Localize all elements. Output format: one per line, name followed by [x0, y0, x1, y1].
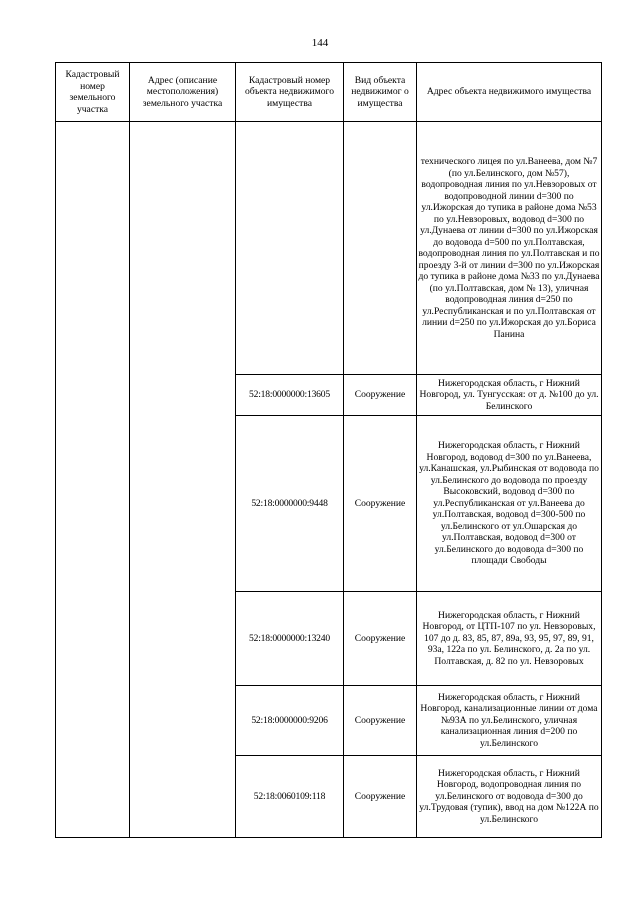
land-cadastral-cell	[56, 122, 130, 838]
object-type-cell: Сооружение	[344, 756, 417, 838]
object-type-cell: Сооружение	[344, 592, 417, 686]
page-number: 144	[311, 37, 329, 49]
object-cadastral-cell: 52:18:0060109:118	[236, 756, 344, 838]
object-cadastral-cell	[236, 122, 344, 375]
header-row	[56, 63, 602, 122]
header-land-cadastral-number: Кадастровый номер земельного участка	[56, 63, 130, 122]
object-address-cell: Нижегородская область, г Нижний Новгород, канализационные линии от дома №93А по ул.Белинского, уличная канализационная линия d=200 по ул.Белинского	[417, 686, 602, 756]
object-address-cell: Нижегородская область, г Нижний Новгород, водопроводная линия по ул.Белинского от водовода d=300 до ул.Трудовая (тупик), ввод на дом №122А по ул.Белинского	[417, 756, 602, 838]
object-cadastral-cell: 52:18:0000000:13240	[236, 592, 344, 686]
object-address-cell: Нижегородская область, г Нижний Новгород, ул. Тунгусская: от д. №100 до ул. Белинского	[417, 375, 602, 416]
header-land-address: Адрес (описание местоположения) земельного участка	[130, 63, 236, 122]
registry-table	[55, 62, 602, 838]
object-cadastral-cell: 52:18:0000000:13605	[236, 375, 344, 416]
object-address-cell: Нижегородская область, г Нижний Новгород, водовод d=300 по ул.Ванеева, ул.Канашская, ул.Рыбинская от водовода по ул.Белинского до водовода по проезду Высоковский, водовод d=300 по ул.Республиканская от ул.Ванеева до ул.Полтавская, водовод d=300-500 по ул.Белинского от ул.Ошарская до ул.Полтавская, водовод d=300 от ул.Белинского до водовода d=300 по площади Свободы	[417, 416, 602, 592]
header-object-type: Вид объекта недвижимог о имущества	[344, 63, 417, 122]
object-address-cell: технического лицея по ул.Ванеева, дом №7 (по ул.Белинского, дом №57), водопроводная линия по ул.Невзоровых от водопроводной линии d=300 по ул.Ижорская до тупика в районе дома №53 по ул.Невзоровых, водовод d=300 по ул.Дунаева от линии d=300 по ул.Ижорская до водовода d=500 по ул.Полтавская, водопроводная линия по ул.Полтавская и по проезду 3-й от линии d=300 по ул.Ижорская до тупика в районе дома №33 по ул.Дунаева (по ул.Полтавская, дом № 13), уличная водопроводная линия d=250 по ул.Республиканская и по ул.Полтавская от линии d=250 по ул.Ижорская до ул.Бориса Панина	[417, 122, 602, 375]
object-type-cell: Сооружение	[344, 416, 417, 592]
object-address-cell: Нижегородская область, г Нижний Новгород, от ЦТП-107 по ул. Невзоровых, 107 до д. 83, 85, 87, 89а, 93, 95, 97, 89, 91, 93а, 122а по ул. Белинского, д. 2а по ул. Полтавская, д. 82 по ул. Невзоровых	[417, 592, 602, 686]
header-object-address: Адрес объекта недвижимого имущества	[417, 63, 602, 122]
object-cadastral-cell: 52:18:0000000:9448	[236, 416, 344, 592]
table-row	[56, 122, 602, 375]
object-type-cell	[344, 122, 417, 375]
object-type-cell: Сооружение	[344, 375, 417, 416]
header-object-cadastral-number: Кадастровый номер объекта недвижимого имущества	[236, 63, 344, 122]
object-cadastral-cell: 52:18:0000000:9206	[236, 686, 344, 756]
land-address-cell	[130, 122, 236, 838]
object-type-cell: Сооружение	[344, 686, 417, 756]
